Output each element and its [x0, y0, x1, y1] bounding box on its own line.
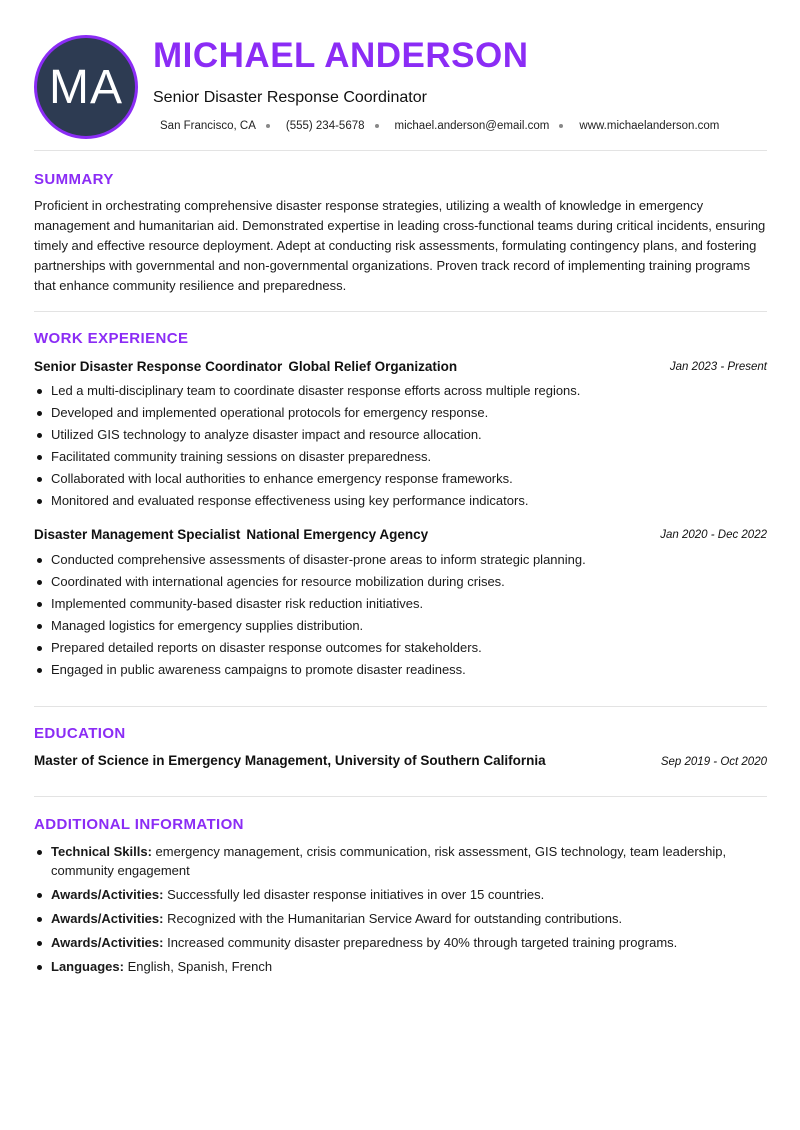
list-item — [34, 885, 768, 904]
job-position: Disaster Management Specialist — [34, 527, 241, 542]
job-title — [34, 527, 428, 542]
list-item: Implemented community-based disaster risk reduction initiatives. — [34, 593, 768, 615]
additional-list — [34, 842, 768, 981]
avatar-initials: MA — [34, 35, 138, 139]
divider — [34, 311, 767, 312]
contact-email[interactable]: michael.anderson@email.com — [394, 120, 550, 132]
list-item — [34, 957, 768, 976]
item-label: Awards/Activities: — [51, 887, 164, 902]
job-dates: Jan 2020 - Dec 2022 — [660, 529, 767, 541]
item-text: Successfully led disaster response initiatives in over 15 countries. — [167, 887, 545, 902]
job-dates: Jan 2023 - Present — [669, 361, 767, 373]
education-dates: Sep 2019 - Oct 2020 — [660, 756, 767, 768]
job-title — [34, 359, 457, 374]
list-item — [34, 909, 768, 928]
separator-dot — [559, 124, 563, 128]
divider — [34, 706, 767, 707]
item-label: Awards/Activities: — [51, 935, 164, 950]
section-title-education: EDUCATION — [34, 725, 126, 742]
candidate-name: MICHAEL ANDERSON — [153, 36, 529, 75]
item-text: English, Spanish, French — [127, 959, 273, 974]
list-item — [34, 933, 768, 952]
list-item: Collaborated with local authorities to enhance emergency response frameworks. — [34, 468, 768, 490]
contact-row — [160, 120, 719, 132]
education-degree: Master of Science in Emergency Management, University of Southern California — [34, 753, 546, 768]
item-text: emergency management, crisis communication, risk assessment, GIS technology, team leadership, community engagement — [51, 844, 727, 878]
list-item: Monitored and evaluated response effectiveness using key performance indicators. — [34, 490, 768, 512]
section-title-experience: WORK EXPERIENCE — [34, 330, 189, 347]
item-label: Awards/Activities: — [51, 911, 164, 926]
contact-location: San Francisco, CA — [160, 120, 256, 132]
separator-dot — [375, 124, 379, 128]
item-label: Technical Skills: — [51, 844, 152, 859]
job-position: Senior Disaster Response Coordinator — [34, 359, 283, 374]
list-item: Managed logistics for emergency supplies distribution. — [34, 615, 768, 637]
list-item: Led a multi-disciplinary team to coordinate disaster response efforts across multiple regions. — [34, 380, 768, 402]
item-text: Increased community disaster preparedness by 40% through targeted training programs. — [167, 935, 678, 950]
list-item: Conducted comprehensive assessments of disaster-prone areas to inform strategic planning. — [34, 549, 768, 571]
item-text: Recognized with the Humanitarian Service Award for outstanding contributions. — [167, 911, 623, 926]
list-item: Utilized GIS technology to analyze disaster impact and resource allocation. — [34, 424, 768, 446]
list-item: Engaged in public awareness campaigns to promote disaster readiness. — [34, 659, 768, 681]
list-item — [34, 842, 768, 880]
item-label: Languages: — [51, 959, 124, 974]
job-organization: National Emergency Agency — [246, 527, 429, 542]
section-title-summary: SUMMARY — [34, 171, 114, 188]
divider — [34, 796, 767, 797]
divider — [34, 150, 767, 151]
job-organization: Global Relief Organization — [288, 359, 458, 374]
list-item: Coordinated with international agencies for resource mobilization during crises. — [34, 571, 768, 593]
separator-dot — [266, 124, 270, 128]
summary-text: Proficient in orchestrating comprehensive disaster response strategies, utilizing a wealth of knowledge in emergency management and humanitarian aid. Demonstrated expertise in leading cross-functional teams during critical incidents, ensuring timely and effective resource deployment. Adept at conducting risk assessments, formulating contingency plans, and fostering partnerships with governmental and non-governmental organizations. Proven track record of implementing training programs that enhance community resilience and preparedness. — [34, 198, 766, 293]
list-item: Facilitated community training sessions on disaster preparedness. — [34, 446, 768, 468]
job-bullets — [34, 549, 768, 681]
candidate-role: Senior Disaster Response Coordinator — [153, 89, 427, 106]
contact-website[interactable]: www.michaelanderson.com — [579, 120, 720, 132]
section-title-additional: ADDITIONAL INFORMATION — [34, 816, 244, 833]
list-item: Developed and implemented operational protocols for emergency response. — [34, 402, 768, 424]
contact-phone: (555) 234-5678 — [285, 120, 365, 132]
list-item: Prepared detailed reports on disaster response outcomes for stakeholders. — [34, 637, 768, 659]
job-bullets — [34, 380, 768, 512]
